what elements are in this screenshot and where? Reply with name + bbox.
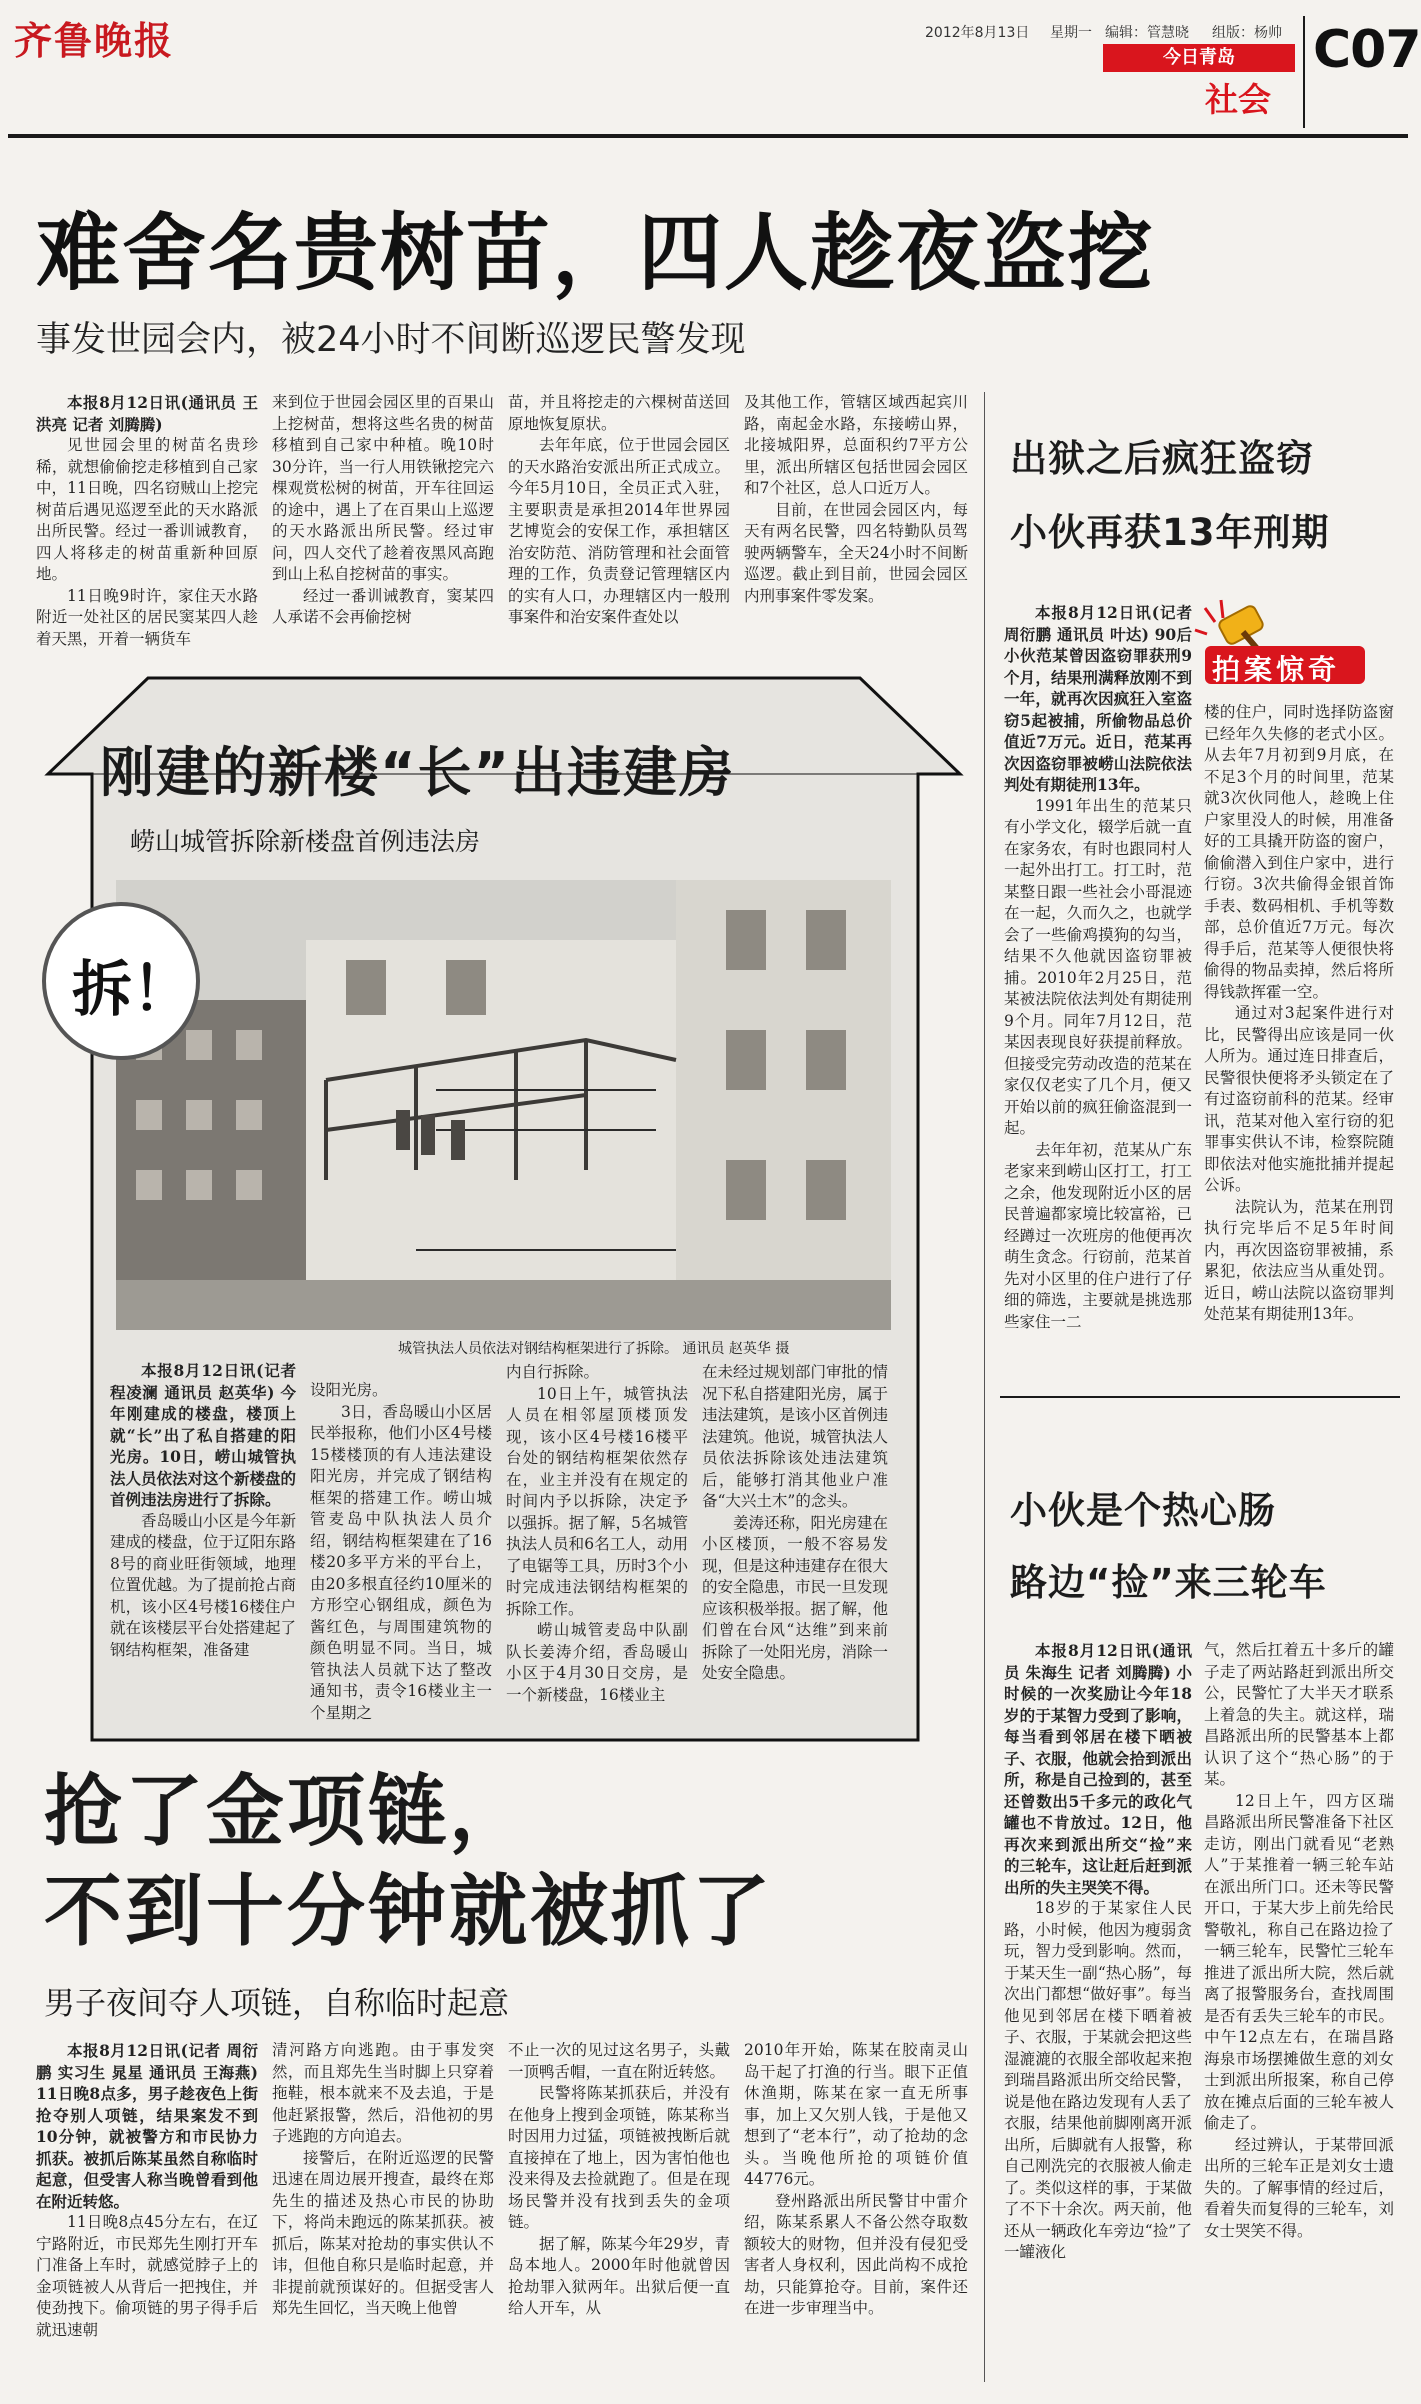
story5-column-1 — [1004, 1640, 1192, 2396]
story4-paragraph: 11日晚8点45分左右，在辽宁路附近，市民郑先生刚打开车门准备上车时，就感觉脖子上的金项链被人从背后一把拽住，并使劲拽下。偷项链的男子得手后就迅速朝 — [36, 2213, 258, 2339]
story2-paragraph: 法院认为，范某在刑罚执行完毕后不足5年时间内，再次因盗窃罪被捕，系累犯，依法应当从重处罚。近日，崂山法院以盗窃罪判处范某有期徒刑13年。 — [1204, 1197, 1394, 1323]
story1-column-4 — [744, 392, 968, 650]
story4-byline: 本报8月12日讯(记者 周衍鹏 实习生 晁星 通讯员 王海燕) 11日晚8点多，男子趁夜色上街抢夺别人项链，结果案发不到10分钟，就被警方和市民协力抓获。被抓后陈某虽然自称临时起意，但受害人称当晚曾看到他在附近转悠。 — [36, 2041, 258, 2211]
story4-column-2 — [272, 2040, 494, 2396]
masthead-rule — [8, 134, 1408, 138]
story4-headline-line1: 抢了金项链， — [44, 1767, 531, 1857]
story1-headline: 难舍名贵树苗，四人趁夜盗挖 — [36, 204, 1155, 302]
story3-subhead: 崂山城管拆除新楼盘首例违法房 — [130, 827, 481, 856]
story1-paragraph: 见世园会里的树苗名贵珍稀，就想偷偷挖走移植到自己家中，11日晚，四名窃贼山上挖完树苗后遇见巡逻至此的天水路派出所民警。经过一番训诫教育，四人将移走的树苗重新种回原地。 — [36, 436, 258, 583]
story2-paragraph: 1991年出生的范某只有小学文化，辍学后就一直在家务农，有时也跟同村人一起外出打工。打工时，范某整日跟一些社会小哥混迹在一起，久而久之，也就学会了一些偷鸡摸狗的勾当，结果不久他就因盗窃罪被捕。2010年2月25日，范某被法院依法判处有期徒刑9个月。同年7月12日，范某因表现良好获提前释放。但接受完劳动改造的范某在家仅仅老实了几个月，便又开始以前的疯狂偷盗混到一起。 — [1004, 796, 1192, 1137]
story4-subhead: 男子夜间夺人项链，自称临时起意 — [44, 1986, 509, 2022]
story3-column-4 — [702, 1362, 888, 1700]
story5-headline-line1: 小伙是个热心肠 — [1010, 1489, 1276, 1532]
story1-subhead: 事发世园会内，被24小时不间断巡逻民警发现 — [36, 320, 746, 360]
story2-column-1 — [1004, 602, 1192, 1390]
story2-column-2 — [1204, 702, 1394, 1390]
page-number: C07 — [1313, 20, 1421, 80]
story3-paragraph: 设阳光房。 — [310, 1381, 388, 1399]
newspaper-logo: 齐鲁晚报 — [14, 18, 175, 63]
story1-paragraph: 苗，并且将挖走的六棵树苗送回原地恢复原状。 — [508, 393, 730, 433]
story3-column-3 — [506, 1362, 688, 1704]
story1-paragraph: 11日晚9时许，家住天水路附近一处社区的居民窦某四人趁着天黑，开着一辆货车 — [36, 586, 258, 648]
story3-column-2 — [310, 1380, 492, 1722]
story5-paragraph: 12日上午，四方区瑞昌路派出所民警准备下社区走访，刚出门就看见“老熟人”于某推着一辆三轮车站在派出所门口。还未等民警开口，于某大步上前先给民警敬礼，称自己在路边捡了一辆三轮车，民警忙三轮车推进了派出所大院，然后就离了报警服务台，查找周围是否有丢失三轮车的市民。中午12点左右，在瑞昌路海泉市场摆摊做生意的刘女士到派出所报案，称自己停放在摊点后面的三轮车被人偷走了。 — [1204, 1791, 1394, 2132]
story5-paragraph: 气，然后扛着五十多斤的罐子走了两站路赶到派出所交公，民警忙了大半天才联系上着急的失主。就这样，瑞昌路派出所的民警基本上都认识了这个“热心肠”的于某。 — [1204, 1641, 1394, 1788]
story4-paragraph: 2010年开始，陈某在胶南灵山岛干起了打渔的行当。眼下正值休渔期，陈某在家一直无所事事，加上又欠别人钱，于是他又想到了“老本行”，动了抢劫的念头。当晚他所抢的项链价值44776元。 — [744, 2041, 968, 2188]
story4-paragraph: 不止一次的见过这名男子，头戴一顶鸭舌帽，一直在附近转悠。 — [508, 2041, 730, 2081]
story2-paragraph: 楼的住户，同时选择防盗窗已经年久失修的老式小区。从去年7月初到9月底，在不足3个月的时间里，范某就3次伙同他人，趁晚上住户家里没人的时候，用准备好的工具撬开防盗的窗户，偷偷潜入到住户家中，进行行窃。3次共偷得金银首饰手表、数码相机、手机等数部，总价值近7万元。每次得手后，范某等人便很快将偷得的物品卖掉，然后将所得钱款挥霍一空。 — [1204, 703, 1394, 1001]
issue-weekday: 星期一 — [1050, 25, 1092, 41]
section-label: 社会 — [1205, 80, 1271, 119]
editor-credit: 编辑：管慧晓 — [1105, 25, 1189, 41]
story1-column-2 — [272, 392, 494, 650]
story3-paragraph: 姜涛还称，阳光房建在小区楼顶，一般不容易发现，但是这种违建存在很大的安全隐患，市民一旦发现应该积极举报。据了解，他们曾在台风“达维”到来前拆除了一处阳光房，消除一处安全隐患。 — [702, 1513, 889, 1682]
story2-headline-line2: 小伙再获13年刑期 — [1010, 511, 1330, 554]
story5-paragraph: 经过辨认，于某带回派出所的三轮车正是刘女士遗失的。了解事情的经过后，看着失而复得的三轮车，刘女士哭笑不得。 — [1204, 2135, 1394, 2240]
story4-paragraph: 登州路派出所民警甘中雷介绍，陈某系累人不备公然夺取数额较大的财物，但并没有侵犯受害者人身权利，因此尚构不成抢劫，只能算抢夺。目前，案件还在进一步审理当中。 — [744, 2191, 968, 2317]
story4-paragraph: 据了解，陈某今年29岁，青岛本地人。2000年时他就曾因抢劫罪入狱两年。出狱后便一直给人开车，从 — [508, 2234, 730, 2317]
story1-column-1 — [36, 392, 258, 650]
photo-caption: 城管执法人员依法对钢结构框架进行了拆除。 通讯员 赵英华 摄 — [398, 1341, 790, 1357]
story4-column-1 — [36, 2040, 258, 2396]
story3-byline: 本报8月12日讯(记者 程凌澜 通讯员 赵英华) 今年刚建成的楼盘，楼顶上就“长”出了私自搭建的阳光房。10日，崂山城管执法人员依法对这个新楼盘的首例违法房进行了拆除。 — [110, 1361, 297, 1509]
story5-paragraph: 18岁的于某家住人民路，小时候，他因为瘦弱贪玩，智力受到影响。然而，于某天生一副“热心肠”，每次出门都想“做好事”。每当他见到邻居在楼下晒着被子、衣服，于某就会把这些湿漉漉的衣服全部收起来抱到瑞昌路派出所交给民警，说是他在路边发现有人丢了衣服，结果他前脚刚离开派出所，后脚就有人报警，称自己刚洗完的衣服被人偷走了。类似这样的事，于某做了不下十余次。两天前，他还从一辆政化车旁边“捡”了一罐液化 — [1004, 1899, 1192, 2261]
demolition-photo — [116, 880, 891, 1330]
story2-paragraph: 本报8月12日讯(记者 周衍鹏 通讯员 叶达) 90后小伙范某曾因盗窃罪获刑9个月，结果刑满释放刚不到一年，就再次因疯狂入室盗窃5起被捕，所偷物品总价值近7万元。近日，范某再次因盗窃罪被崂山法院依法判处有期徒刑13年。 — [1004, 603, 1192, 794]
story1-paragraph: 目前，在世园会园区内，每天有两名民警，四名特勤队员驾驶两辆警车，全天24小时不间断巡逻。截止到目前，世园会园区内刑事案件零发案。 — [744, 500, 968, 605]
masthead-divider — [1303, 16, 1305, 128]
story1-byline: 本报8月12日讯(通讯员 王洪亮 记者 刘腾腾) — [36, 393, 258, 434]
stamp-label: 拍案惊奇 — [1212, 653, 1341, 686]
story3-paragraph: 崂山城管麦岛中队副队长姜涛介绍，香岛暖山小区于4月30日交房，是一个新楼盘，16楼业主 — [506, 1621, 688, 1704]
story3-column-1 — [110, 1360, 296, 1700]
story5-byline: 本报8月12日讯(通讯员 朱海生 记者 刘腾腾) 小时候的一次奖励让今年18岁的于某智力受到了影响，每当看到邻居在楼下晒被子、衣服，他就会拾到派出所，称是自己捡到的，甚至还曾数出5千多元的政化气罐也不肯放过。12日，他再次来到派出所交“捡”来的三轮车，这让赶后赶到派出所的失主哭笑不得。 — [1004, 1641, 1192, 1897]
story4-column-4 — [744, 2040, 968, 2396]
story3-paragraph: 在未经过规划部门审批的情况下私自搭建阳光房，属于违法建筑，是该小区首例违法建筑。他说，城管执法人员依法拆除该处违法建筑后，能够打消其他业户准备“大兴土木”的念头。 — [702, 1363, 889, 1510]
story5-headline-line2: 路边“捡”来三轮车 — [1010, 1561, 1327, 1604]
edition-label: 今日青岛 — [1103, 44, 1295, 72]
story2-paragraph: 通过对3起案件进行对比，民警得出应该是同一伙人所为。通过连日排查后，民警很快便将矛头锁定在了有过盗窃前科的范某。经审讯，范某对他入室行窃的犯罪事实供认不讳，检察院随即依法对他实施批捕并提起公诉。 — [1204, 1004, 1394, 1194]
story4-paragraph: 清河路方向逃跑。由于事发突然，而且郑先生当时脚上只穿着拖鞋，根本就来不及去追，于是他赶紧报警，然后，沿他初的男子逃跑的方向追去。 — [272, 2041, 494, 2145]
story4-column-3 — [508, 2040, 730, 2396]
story3-headline: 刚建的新楼“长”出违建房 — [100, 741, 735, 804]
demolish-badge-label: 拆！ — [72, 955, 192, 1025]
story1-column-3 — [508, 392, 730, 650]
story3-paragraph: 香岛暖山小区是今年新建成的楼盘，位于辽阳东路8号的商业旺街领域，地理位置优越。为了提前抢占商机，该小区4号楼16楼住户就在该楼层平台处搭建起了钢结构框架，准备建 — [110, 1511, 297, 1659]
story4-paragraph: 民警将陈某抓获后，并没有在他身上搜到金项链，陈某称当时因用力过猛，项链被拽断后就直接掉在了地上，因为害怕他也没来得及去捡就跑了。但是在现场民警并没有找到丢失的金项链。 — [508, 2084, 730, 2231]
story2-paragraph: 去年年初，范某从广东老家来到崂山区打工，打工之余，他发现附近小区的居民普遍都家境比较富裕，已经蹲过一次班房的他便再次萌生贪念。行窃前，范某首先对小区里的住户进行了仔细的筛选，主要就是挑选那些家住一二 — [1004, 1140, 1192, 1331]
column-divider — [984, 392, 985, 2382]
story1-paragraph: 经过一番训诫教育，窦某四人承诺不会再偷挖树 — [272, 586, 494, 626]
story1-paragraph: 去年年底，位于世园会园区的天水路治安派出所正式成立。今年5月10日，全员正式入驻，主要职责是承担2014年世界园艺博览会的安保工作，承担辖区治安防范、消防管理和社会面管理的工作，负责登记管理辖区内的实有人口，办理辖区内一般刑事案件和治安案件查处以 — [508, 436, 730, 626]
story3-paragraph: 内自行拆除。 — [506, 1363, 600, 1381]
story5-column-2 — [1204, 1640, 1394, 2396]
story4-paragraph: 接警后，在附近巡逻的民警迅速在周边展开搜查，最终在郑先生的描述及热心市民的协助下，将尚未跑远的陈某抓获。被抓后，陈某对抢劫的事实供认不讳，但他自称只是临时起意，并非提前就预谋好的。但据受害人郑先生回忆，当天晚上他曾 — [272, 2148, 494, 2317]
story3-paragraph: 3日，香岛暖山小区居民举报称，他们小区4号楼15楼楼顶的有人违法建设阳光房，并完成了钢结构框架的搭建工作。崂山城管麦岛中队执法人员介绍，钢结构框架建在了16楼20多平方米的平台上，由20多根直径约10厘米的方形空心钢组成，颜色为酱红色，与周围建筑物的颜色明显不同。当日，城管执法人员就下达了整改通知书，责令16楼业主一个星期之 — [310, 1402, 492, 1722]
story1-paragraph: 来到位于世园会园区里的百果山上挖树苗，想将这些名贵的树苗移植到自己家中种植。晚10时30分许，当一行人用铁锹挖完六棵观赏松树的树苗，开车往回运的途中，遇上了在百果山上巡逻的天水路派出所民警。经过审问，四人交代了趁着夜黑风高跑到山上私自挖树苗的事实。 — [272, 393, 494, 583]
layout-credit: 组版：杨帅 — [1212, 25, 1282, 41]
issue-date: 2012年8月13日 — [925, 25, 1030, 41]
story1-paragraph: 及其他工作，管辖区域西起宾川路，南起金水路，东接崂山界，北接城阳界，总面积约7平方公里，派出所辖区包括世园会园区和7个社区，总人口近万人。 — [744, 393, 968, 497]
right-column-separator — [1000, 1396, 1400, 1398]
story3-paragraph: 10日上午，城管执法人员在相邻屋顶楼顶发现，该小区4号楼16楼平台处的钢结构框架依然存在，业主并没有在规定的时间内予以拆除，决定予以强拆。据了解，5名城管执法人员和6名工人，动用了电锯等工具，历时3个小时完成违法钢结构框架的拆除工作。 — [506, 1384, 688, 1618]
story4-headline-line2: 不到十分钟就被抓了 — [44, 1867, 774, 1957]
story2-headline-line1: 出狱之后疯狂盗窃 — [1010, 437, 1314, 480]
